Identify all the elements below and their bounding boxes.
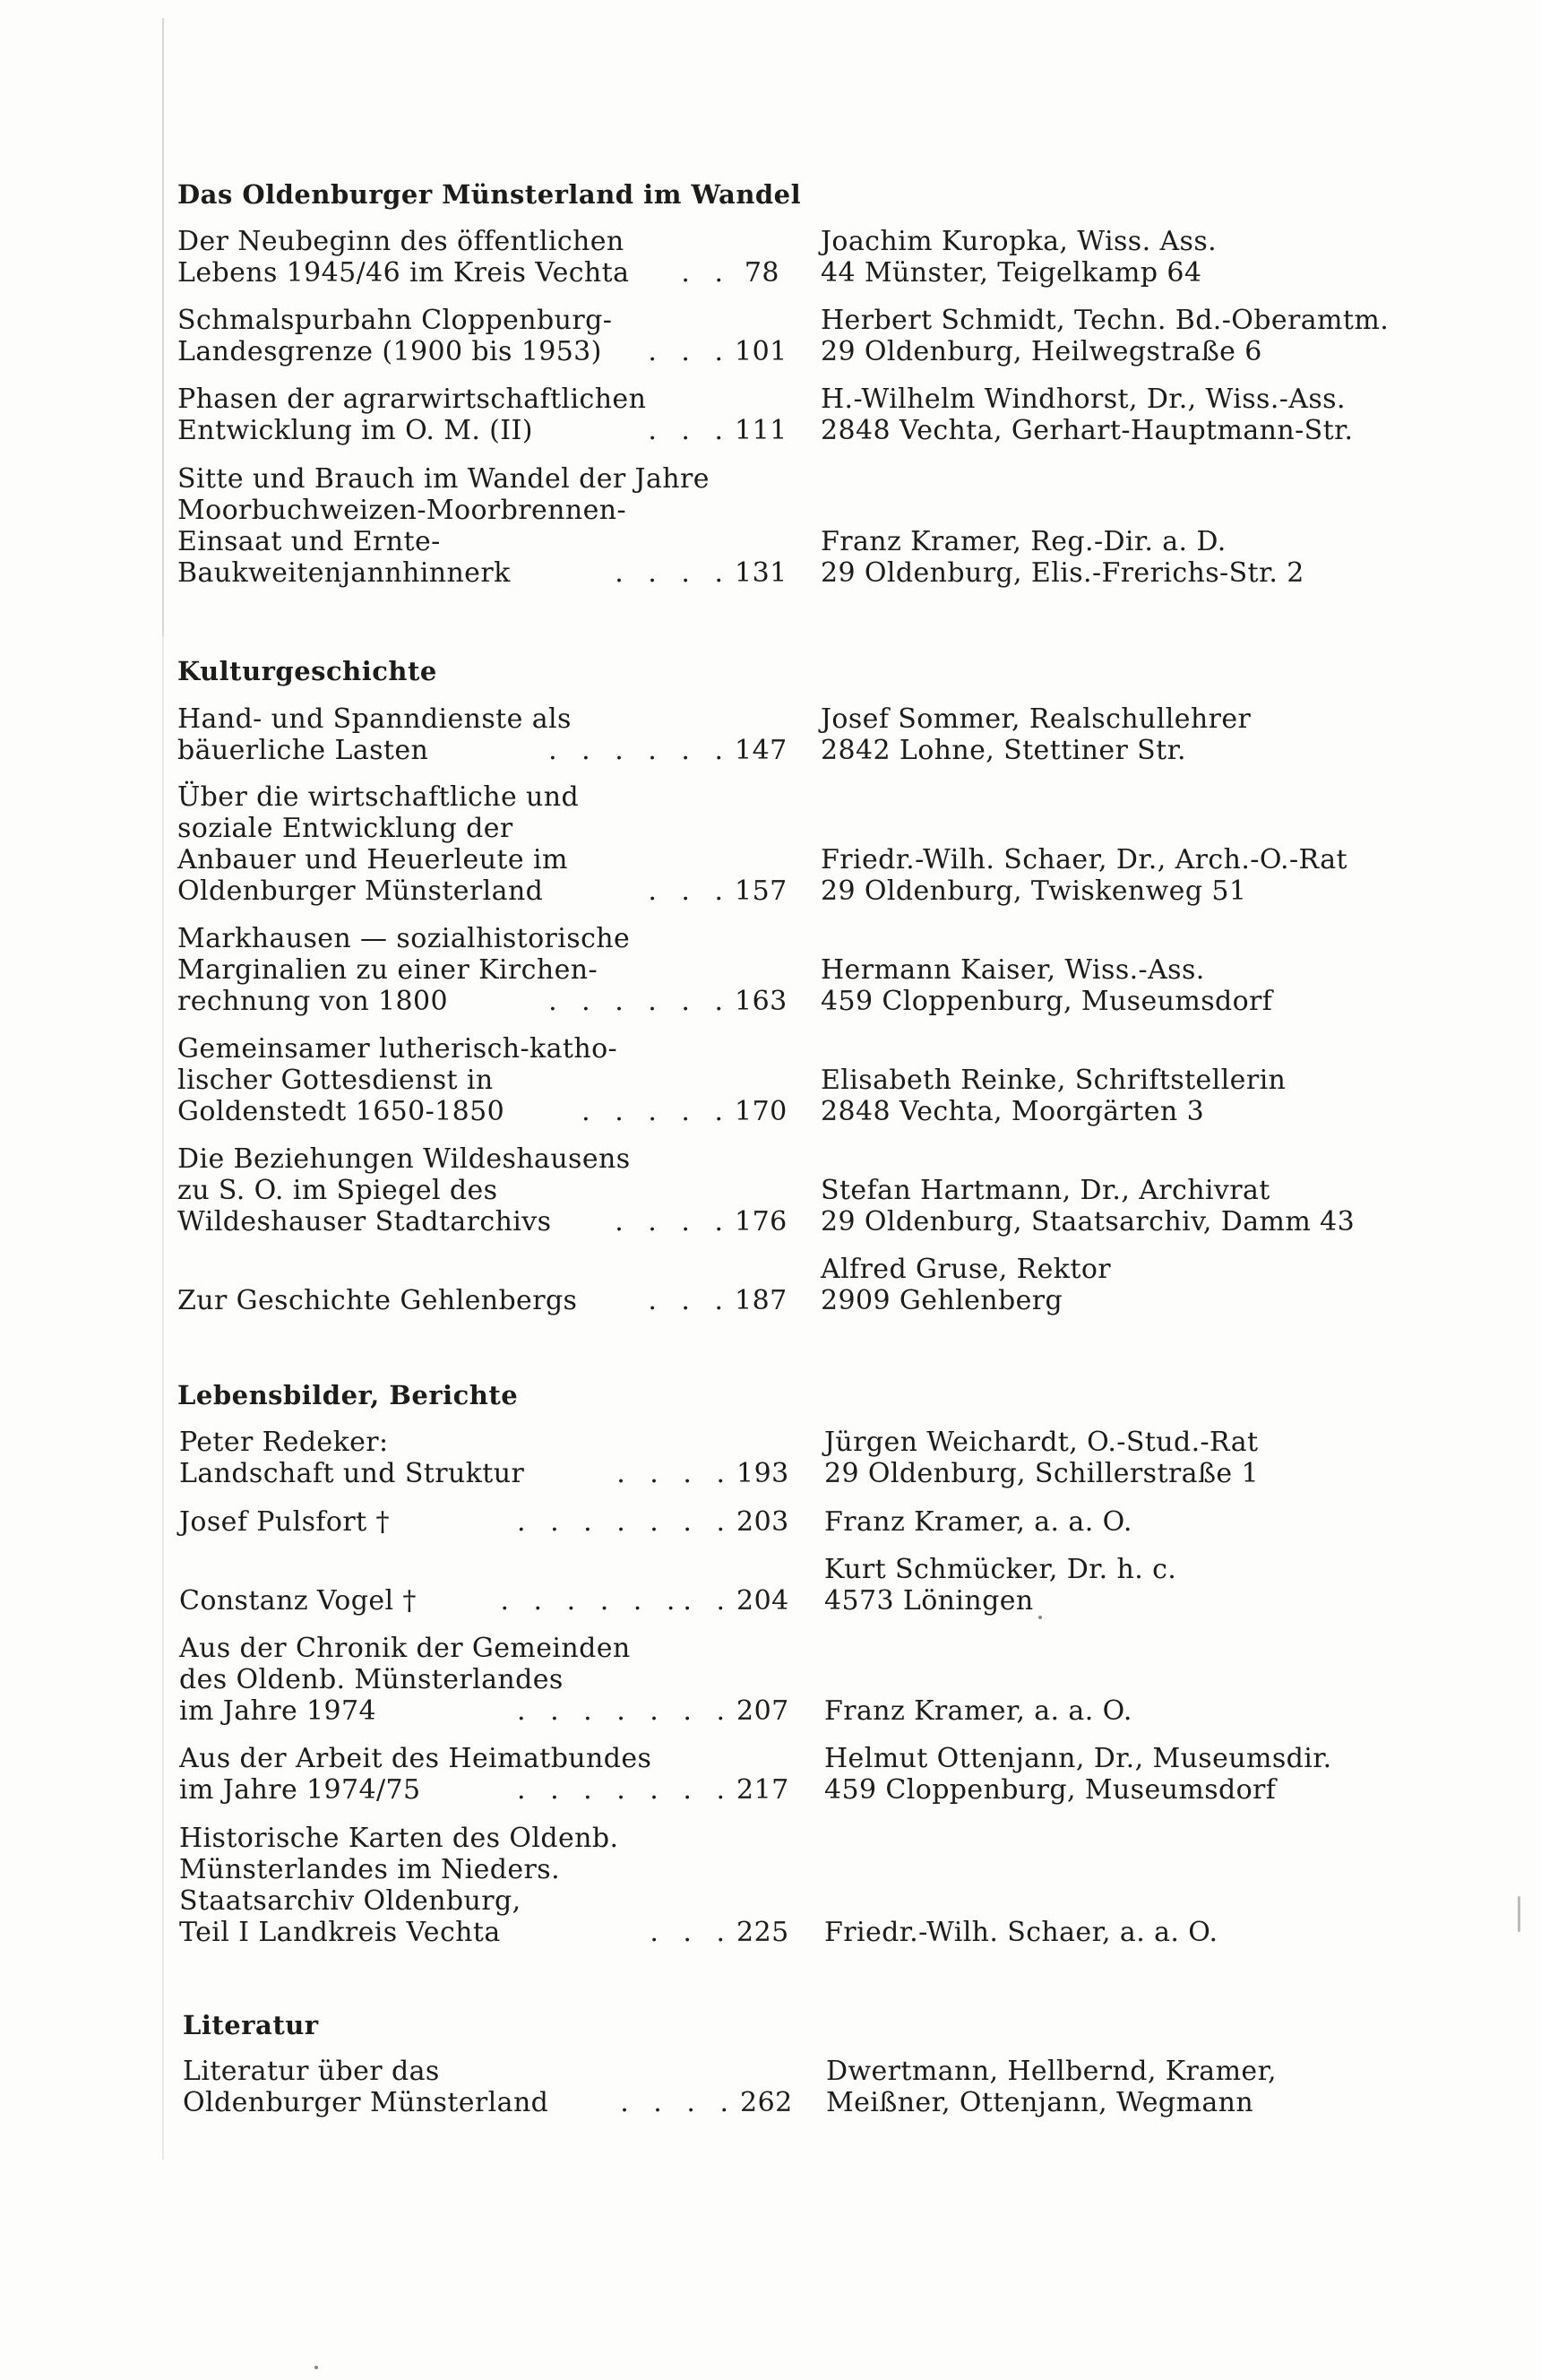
entry-author [821, 526, 1502, 589]
entry-title [179, 1633, 789, 1727]
author-line: H.-Wilhelm Windhorst, Dr., Wiss.-Ass. [821, 384, 1346, 415]
dot-leader: . . . . . . [548, 735, 731, 766]
entry-author [821, 305, 1502, 367]
author-line: 44 Münster, Teigelkamp 64 [821, 257, 1202, 289]
title-line-last [179, 1506, 789, 1538]
title-line: Hand- und Spanndienste als [177, 703, 572, 735]
title-line-last [179, 1695, 789, 1727]
entry-author [821, 844, 1502, 907]
entry-author [824, 1506, 1505, 1538]
page-number: 78 [744, 257, 779, 289]
entry-title [177, 923, 788, 1017]
entry-title [179, 1823, 789, 1948]
title-line: Oldenburger Münsterland [183, 2087, 549, 2118]
left-margin-shadow [162, 18, 164, 636]
title-line: Lebens 1945/46 im Kreis Vechta [177, 257, 630, 289]
author-line: Elisabeth Reinke, Schriftstellerin [821, 1065, 1287, 1096]
entry-title [179, 1506, 789, 1538]
entry-title [179, 1743, 789, 1806]
section-heading: Kulturgeschichte [177, 656, 437, 686]
author-line: Hermann Kaiser, Wiss.-Ass. [821, 954, 1205, 986]
left-margin-shadow [162, 636, 164, 2160]
author-line: Josef Sommer, Realschullehrer [821, 703, 1252, 735]
page-number: 101 [735, 336, 788, 367]
title-line: Gemeinsamer lutherisch-katho- [177, 1033, 618, 1065]
author-line: 29 Oldenburg, Schillerstraße 1 [824, 1458, 1259, 1489]
title-line: soziale Entwicklung der [177, 813, 513, 844]
title-line-last [179, 1458, 789, 1489]
entry-title [177, 703, 788, 766]
author-line: Joachim Kuropka, Wiss. Ass. [821, 226, 1218, 257]
title-line-last [179, 1774, 789, 1806]
entry-author [821, 954, 1502, 1017]
title-line-last [177, 257, 779, 289]
title-line: im Jahre 1974/75 [179, 1774, 421, 1806]
author-line: 29 Oldenburg, Elis.-Frerichs-Str. 2 [821, 557, 1304, 589]
author-line: 29 Oldenburg, Twiskenweg 51 [821, 875, 1247, 907]
dot-leader: . . . . [616, 1458, 733, 1489]
author-line: Franz Kramer, a. a. O. [824, 1506, 1132, 1538]
scan-speck [1518, 1896, 1520, 1932]
dot-leader: . . . [648, 875, 731, 907]
dot-leader: . . . . . . . [517, 1695, 733, 1727]
title-line: Der Neubeginn des öffentlichen [177, 226, 624, 257]
section-heading: Das Oldenburger Münsterland im Wandel [177, 179, 802, 210]
title-line: Einsaat und Ernte- [177, 526, 441, 557]
entry-author [821, 1175, 1502, 1237]
dot-leader: . . . . [615, 1206, 731, 1237]
author-line: Stefan Hartmann, Dr., Archivrat [821, 1175, 1270, 1206]
title-line: Schmalspurbahn Cloppenburg- [177, 305, 613, 336]
entry-title [177, 1143, 788, 1237]
dot-leader: . . . [648, 415, 731, 446]
entry-author [821, 1065, 1502, 1127]
entry-author [821, 226, 1502, 289]
page-number: 262 [740, 2087, 793, 2118]
page-number: 157 [735, 875, 788, 907]
dot-leader: . . . [650, 1917, 733, 1948]
page-number: 203 [736, 1506, 789, 1538]
title-line-last [177, 336, 788, 367]
entry-author [826, 2056, 1507, 2118]
author-line: 459 Cloppenburg, Museumsdorf [821, 986, 1273, 1017]
title-line-last [177, 875, 788, 907]
title-line: Markhausen — sozialhistorische [177, 923, 631, 954]
entry-title [179, 1427, 789, 1489]
entry-title [183, 2056, 793, 2118]
dot-leader: . . . [648, 336, 731, 367]
title-line: im Jahre 1974 [179, 1695, 376, 1727]
dot-leader: . . . . . .. . [500, 1585, 733, 1617]
author-line: 29 Oldenburg, Staatsarchiv, Damm 43 [821, 1206, 1356, 1237]
author-line: Herbert Schmidt, Techn. Bd.-Oberamtm. [821, 305, 1390, 336]
entry-title [177, 463, 788, 589]
title-line: Die Beziehungen Wildeshausens [177, 1143, 631, 1175]
dot-leader: . . . . . [581, 1096, 731, 1127]
title-line-last [179, 1585, 789, 1617]
author-line: Dwertmann, Hellbernd, Kramer, [826, 2056, 1277, 2087]
title-line: Oldenburger Münsterland [177, 875, 544, 907]
entry-title [177, 384, 788, 446]
title-line: zu S. O. im Spiegel des [177, 1175, 498, 1206]
title-line: Goldenstedt 1650-1850 [177, 1096, 505, 1127]
entry-author [821, 384, 1502, 446]
title-line: Münsterlandes im Nieders. [179, 1854, 561, 1885]
entry-author [824, 1427, 1505, 1489]
title-line: Literatur über das [183, 2056, 440, 2087]
title-line-last [179, 1917, 789, 1948]
entry-title [177, 226, 779, 289]
page-number: 207 [736, 1695, 789, 1727]
title-line-last [177, 735, 788, 766]
section-heading: Lebensbilder, Berichte [177, 1380, 519, 1410]
title-line-last [183, 2087, 793, 2118]
page-number: 217 [736, 1774, 789, 1806]
entry-title [177, 781, 788, 907]
entry-author [824, 1554, 1505, 1617]
author-line: Kurt Schmücker, Dr. h. c. [824, 1554, 1177, 1585]
entry-author [824, 1695, 1505, 1727]
title-line: Über die wirtschaftliche und [177, 781, 580, 813]
title-line-last [177, 415, 788, 446]
title-line: des Oldenb. Münsterlandes [179, 1664, 564, 1695]
entry-title [177, 1285, 788, 1316]
title-line: Sitte und Brauch im Wandel der Jahre [177, 463, 710, 495]
author-line: 459 Cloppenburg, Museumsdorf [824, 1774, 1277, 1806]
entry-author [824, 1917, 1505, 1948]
title-line: Peter Redeker: [179, 1427, 389, 1458]
title-line: Moorbuchweizen-Moorbrennen- [177, 495, 627, 526]
title-line: Marginalien zu einer Kirchen- [177, 954, 598, 986]
author-line: 2848 Vechta, Moorgärten 3 [821, 1096, 1205, 1127]
author-line: 2842 Lohne, Stettiner Str. [821, 735, 1186, 766]
author-line: Alfred Gruse, Rektor [821, 1254, 1112, 1285]
page-number: 147 [735, 735, 788, 766]
entry-title [177, 1033, 788, 1127]
page-number: 131 [735, 557, 788, 589]
author-line: 2848 Vechta, Gerhart-Hauptmann-Str. [821, 415, 1354, 446]
page-number: 163 [735, 986, 788, 1017]
title-line: Historische Karten des Oldenb. [179, 1823, 619, 1854]
title-line: lischer Gottesdienst in [177, 1065, 494, 1096]
page-number: 225 [736, 1917, 789, 1948]
page-number: 170 [735, 1096, 788, 1127]
dot-leader: . . . . [620, 2087, 736, 2118]
dot-leader: . . . . . . [548, 986, 731, 1017]
title-line: Constanz Vogel † [179, 1585, 417, 1617]
author-line: Jürgen Weichardt, O.-Stud.-Rat [824, 1427, 1259, 1458]
title-line: Aus der Arbeit des Heimatbundes [179, 1743, 652, 1774]
title-line: bäuerliche Lasten [177, 735, 429, 766]
title-line-last [177, 1096, 788, 1127]
page-number: 187 [735, 1285, 788, 1316]
title-line: Landesgrenze (1900 bis 1953) [177, 336, 602, 367]
title-line: Landschaft und Struktur [179, 1458, 525, 1489]
author-line: Franz Kramer, Reg.-Dir. a. D. [821, 526, 1227, 557]
page-number: 176 [735, 1206, 788, 1237]
section-heading: Literatur [183, 2010, 319, 2040]
dot-leader: . . . [648, 1285, 731, 1316]
author-line: Friedr.-Wilh. Schaer, a. a. O. [824, 1917, 1218, 1948]
entry-title [179, 1585, 789, 1617]
author-line: Helmut Ottenjann, Dr., Museumsdir. [824, 1743, 1332, 1774]
dot-leader: . . [681, 257, 731, 289]
dot-leader: . . . . [615, 557, 731, 589]
entry-author [821, 703, 1502, 766]
scan-speck [314, 2366, 318, 2369]
author-line: Friedr.-Wilh. Schaer, Dr., Arch.-O.-Rat [821, 844, 1347, 875]
title-line: rechnung von 1800 [177, 986, 448, 1017]
author-line: Meißner, Ottenjann, Wegmann [826, 2087, 1254, 2118]
title-line-last [177, 557, 788, 589]
title-line-last [177, 1285, 788, 1316]
title-line-last [177, 986, 788, 1017]
page-number: 193 [736, 1458, 789, 1489]
title-line: Zur Geschichte Gehlenbergs [177, 1285, 578, 1316]
author-line: 29 Oldenburg, Heilwegstraße 6 [821, 336, 1262, 367]
author-line: Franz Kramer, a. a. O. [824, 1695, 1132, 1727]
title-line: Wildeshauser Stadtarchivs [177, 1206, 552, 1237]
title-line-last [177, 1206, 788, 1237]
dot-leader: . . . . . . . [517, 1506, 733, 1538]
page-number: 204 [736, 1585, 789, 1617]
title-line: Teil I Landkreis Vechta [179, 1917, 501, 1948]
title-line: Anbauer und Heuerleute im [177, 844, 568, 875]
title-line: Aus der Chronik der Gemeinden [179, 1633, 631, 1664]
entry-title [177, 305, 788, 367]
author-line: 2909 Gehlenberg [821, 1285, 1063, 1316]
title-line: Phasen der agrarwirtschaftlichen [177, 384, 647, 415]
title-line: Baukweitenjannhinnerk [177, 557, 511, 589]
title-line: Josef Pulsfort † [179, 1506, 390, 1538]
title-line: Staatsarchiv Oldenburg, [179, 1885, 521, 1917]
title-line: Entwicklung im O. M. (II) [177, 415, 533, 446]
entry-author [821, 1254, 1502, 1316]
dot-leader: . . . . . . . [517, 1774, 733, 1806]
page-number: 111 [735, 415, 788, 446]
author-line: 4573 Löningen [824, 1585, 1034, 1617]
entry-author [824, 1743, 1505, 1806]
